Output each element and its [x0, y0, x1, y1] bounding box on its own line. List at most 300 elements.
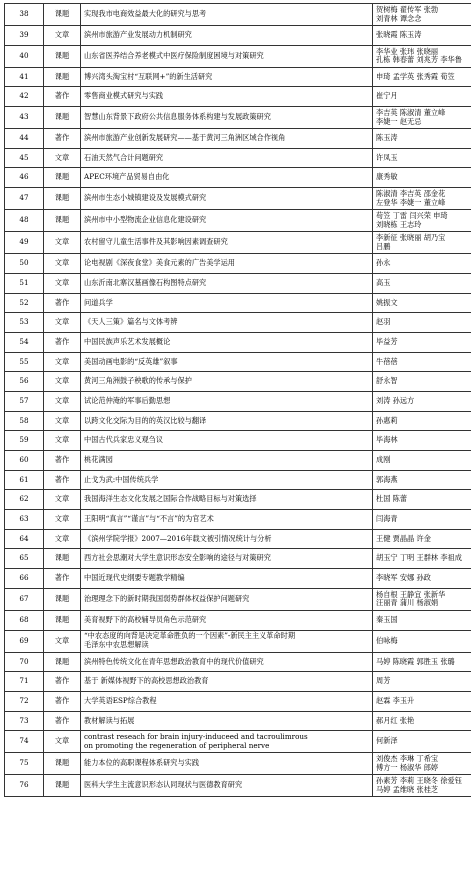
row-authors	[373, 731, 471, 753]
row-type-text: 文章	[54, 258, 70, 268]
table-row	[5, 210, 471, 232]
row-type	[44, 67, 81, 87]
row-authors-text: 何新泽	[376, 736, 398, 746]
row-type-text: 文章	[54, 395, 70, 405]
table-row	[5, 775, 471, 797]
row-type	[44, 775, 81, 797]
row-title-text: 基于 新媒体视野下的高校思想政治教育	[84, 676, 209, 686]
row-title-text: 医科大学生主流意识形态认同现状与医德教育研究	[84, 780, 243, 790]
row-number	[5, 26, 44, 46]
row-title	[81, 588, 373, 610]
row-type	[44, 529, 81, 549]
row-number	[5, 87, 44, 107]
row-authors	[373, 188, 471, 210]
row-number	[5, 313, 44, 333]
row-authors-text: 孙永	[376, 258, 391, 268]
row-number	[5, 148, 44, 168]
row-authors	[373, 129, 471, 149]
row-authors	[373, 254, 471, 274]
row-title-text: 美国动画电影的“反英雄”叙事	[84, 356, 178, 366]
row-authors	[373, 630, 471, 652]
table-row	[5, 510, 471, 530]
row-title	[81, 45, 373, 67]
row-authors-text: 舒永智	[376, 376, 398, 386]
row-type-text: 著作	[54, 133, 70, 143]
row-number-text: 65	[19, 553, 29, 563]
row-type	[44, 391, 81, 411]
row-number	[5, 711, 44, 731]
row-type	[44, 490, 81, 510]
row-title-text: 滨州特色传统文化在青年思想政治教育中的现代价值研究	[84, 656, 264, 666]
row-number-text: 76	[19, 780, 29, 790]
row-type	[44, 711, 81, 731]
row-title-text: 中国民族声乐艺术发展概论	[84, 336, 171, 346]
row-number-text: 38	[19, 9, 29, 19]
row-number	[5, 775, 44, 797]
row-authors	[373, 588, 471, 610]
row-authors	[373, 490, 471, 510]
row-authors-text: 伯咏梅	[376, 635, 398, 645]
row-type-text: 文章	[54, 277, 70, 287]
row-authors	[373, 273, 471, 293]
row-authors	[373, 87, 471, 107]
row-title	[81, 610, 373, 630]
row-type-text: 著作	[54, 695, 70, 705]
row-number-text: 40	[19, 50, 29, 60]
row-authors-text: 杜国 陈蕾	[376, 494, 408, 504]
row-title	[81, 26, 373, 46]
row-authors-text: 傅方一 杨淑华 郎婷	[376, 762, 439, 772]
row-title-text: 问道兵学	[84, 297, 113, 307]
row-authors	[373, 711, 471, 731]
row-type	[44, 691, 81, 711]
row-title-text: 论电视剧《深夜食堂》美食元素的广告美学运用	[84, 258, 235, 268]
table-row	[5, 569, 471, 589]
row-number	[5, 210, 44, 232]
row-title	[81, 372, 373, 392]
row-authors-text: 刘青林 谭念念	[376, 13, 422, 23]
row-authors-text: 李华业 张玮 张晓丽	[376, 46, 439, 56]
row-type	[44, 731, 81, 753]
row-type-text: 课题	[54, 614, 70, 624]
row-title	[81, 451, 373, 471]
row-authors-text: 张晓霞 陈玉涛	[376, 30, 422, 40]
row-type	[44, 470, 81, 490]
row-authors-text: 成刚	[376, 455, 391, 465]
row-type	[44, 148, 81, 168]
row-title	[81, 107, 373, 129]
row-number-text: 41	[19, 71, 29, 81]
row-authors-text: 孔栋 韩春蕾 刘兆芳 李华鲁	[376, 55, 462, 65]
row-title	[81, 129, 373, 149]
row-authors-text: 左登华 李婕一 董立峰	[376, 197, 446, 207]
row-number-text: 46	[19, 172, 29, 182]
row-number	[5, 549, 44, 569]
row-number	[5, 232, 44, 254]
row-authors	[373, 753, 471, 775]
row-number	[5, 352, 44, 372]
table-row	[5, 352, 471, 372]
row-title	[81, 691, 373, 711]
row-authors	[373, 313, 471, 333]
row-number	[5, 188, 44, 210]
table-row	[5, 549, 471, 569]
row-authors	[373, 148, 471, 168]
row-authors	[373, 107, 471, 129]
table-row	[5, 630, 471, 652]
row-number-text: 53	[19, 317, 29, 327]
row-authors-text: 汪丽青 蒲川 杨淑娟	[376, 598, 439, 608]
row-title-text: 实现我市电商效益最大化的研究与思考	[84, 9, 207, 19]
row-title	[81, 87, 373, 107]
row-authors	[373, 293, 471, 313]
table-row	[5, 45, 471, 67]
row-title-text: 以跨文化交际为目的的英汉比较与翻译	[84, 415, 207, 425]
row-title	[81, 510, 373, 530]
row-type	[44, 588, 81, 610]
row-authors-text: 赵羽	[376, 317, 391, 327]
row-type-text: 文章	[54, 317, 70, 327]
row-authors	[373, 332, 471, 352]
row-number-text: 75	[19, 758, 29, 768]
row-number	[5, 391, 44, 411]
row-authors-text: 周芳	[376, 676, 391, 686]
row-number-text: 59	[19, 435, 29, 445]
row-authors	[373, 470, 471, 490]
table-row	[5, 313, 471, 333]
table-row	[5, 490, 471, 510]
row-type-text: 课题	[54, 215, 70, 225]
row-number-text: 45	[19, 152, 29, 162]
row-authors	[373, 232, 471, 254]
row-title-text: 滨州市生态小城镇建设及发展模式研究	[84, 193, 207, 203]
row-authors	[373, 411, 471, 431]
row-title	[81, 753, 373, 775]
row-authors	[373, 391, 471, 411]
table-row	[5, 672, 471, 692]
row-type-text: 文章	[54, 494, 70, 504]
row-title-text: “中农态度的向背是决定革命胜负的一个因素”-新民主主义革命时期	[84, 631, 296, 641]
row-title-text: 山东沂南北寨汉墓画像石构图特点研究	[84, 277, 207, 287]
row-type-text: 课题	[54, 594, 70, 604]
row-type-text: 文章	[54, 152, 70, 162]
row-authors-text: 许凤玉	[376, 152, 398, 162]
table-row	[5, 26, 471, 46]
row-number-text: 43	[19, 112, 29, 122]
row-title-text: APEC环境产品贸易自由化	[84, 172, 170, 182]
row-number	[5, 529, 44, 549]
row-number-text: 70	[19, 656, 29, 666]
achievement-table	[4, 3, 471, 797]
row-number-text: 56	[19, 376, 29, 386]
row-number-text: 63	[19, 514, 29, 524]
row-title-text: 治理理念下的新时期我国弱势群体权益保护问题研究	[84, 594, 250, 604]
row-type-text: 课题	[54, 656, 70, 666]
row-authors-text: 马婷 陈晓霞 郭胜玉 张璐	[376, 656, 455, 666]
table-row	[5, 372, 471, 392]
row-type-text: 文章	[54, 30, 70, 40]
row-title-text: 《滨州学院学报》2007—2016年载文被引情况统计与分析	[84, 533, 272, 543]
table-row	[5, 168, 471, 188]
row-type	[44, 129, 81, 149]
table-row	[5, 129, 471, 149]
row-title	[81, 273, 373, 293]
table-row	[5, 529, 471, 549]
row-number-text: 58	[19, 415, 29, 425]
row-number	[5, 610, 44, 630]
row-authors-text: 刘晓栋 王志玲	[376, 219, 422, 229]
row-number	[5, 652, 44, 672]
row-title	[81, 188, 373, 210]
row-type-text: 文章	[54, 635, 70, 645]
row-type	[44, 107, 81, 129]
row-title	[81, 148, 373, 168]
row-type	[44, 510, 81, 530]
row-number-text: 39	[19, 30, 29, 40]
row-title	[81, 232, 373, 254]
table-row	[5, 691, 471, 711]
row-title-text: 试论范仲淹的军事后勤思想	[84, 395, 171, 405]
row-authors-text: 崔宁月	[376, 91, 398, 101]
row-authors-text: 贺树梅 翟传军 张勃	[376, 4, 439, 14]
row-number-text: 48	[19, 215, 29, 225]
row-type-text: 课题	[54, 780, 70, 790]
row-type-text: 文章	[54, 356, 70, 366]
table-row	[5, 67, 471, 87]
row-type-text: 著作	[54, 455, 70, 465]
row-number	[5, 293, 44, 313]
row-type	[44, 652, 81, 672]
table-body	[5, 4, 471, 797]
row-number	[5, 588, 44, 610]
row-title-text: 我国海洋生态文化发展之国际合作战略目标与对策选择	[84, 494, 257, 504]
row-number	[5, 273, 44, 293]
row-authors-text: 申琦 孟学英 张秀霞 荀笠	[376, 71, 455, 81]
row-number-text: 55	[19, 356, 29, 366]
row-number-text: 64	[19, 533, 29, 543]
row-title-text: 王阳明“真言”“谨言”与“不言”的为官艺术	[84, 514, 214, 524]
row-number-text: 50	[19, 258, 29, 268]
table-row	[5, 411, 471, 431]
row-type	[44, 753, 81, 775]
row-number-text: 44	[19, 133, 29, 143]
row-title-text: 美育视野下的高校辅导员角色示范研究	[84, 614, 207, 624]
table-row	[5, 711, 471, 731]
row-authors	[373, 610, 471, 630]
table-row	[5, 332, 471, 352]
row-type	[44, 431, 81, 451]
row-authors	[373, 45, 471, 67]
row-type-text: 著作	[54, 336, 70, 346]
row-title-text: 博兴湾头淘宝村“互联网+”的新生活研究	[84, 71, 213, 81]
row-type	[44, 411, 81, 431]
table-row	[5, 391, 471, 411]
row-title	[81, 293, 373, 313]
row-type-text: 课题	[54, 553, 70, 563]
row-title	[81, 332, 373, 352]
row-number-text: 57	[19, 395, 29, 405]
row-number	[5, 45, 44, 67]
row-number-text: 62	[19, 494, 29, 504]
row-title-text: 中国近现代史纲要专题教学精编	[84, 573, 185, 583]
table-row	[5, 4, 471, 26]
row-title	[81, 210, 373, 232]
row-title	[81, 313, 373, 333]
row-title-text: 《天人三策》篇名与文体考辨	[84, 317, 178, 327]
row-number	[5, 107, 44, 129]
row-type	[44, 26, 81, 46]
table-row	[5, 470, 471, 490]
row-authors-text: 胡玉宁 丁明 王群林 李祖成	[376, 553, 462, 563]
row-authors-text: 李新征 张晓丽 胡乃宝	[376, 233, 446, 243]
row-type-text: 文章	[54, 415, 70, 425]
row-type	[44, 549, 81, 569]
table-row	[5, 254, 471, 274]
row-type	[44, 188, 81, 210]
row-type-text: 文章	[54, 237, 70, 247]
row-number	[5, 4, 44, 26]
row-authors-text: 苟笠 丁雷 闫兴荣 申琦	[376, 211, 448, 221]
row-authors	[373, 549, 471, 569]
row-authors	[373, 672, 471, 692]
row-type-text: 著作	[54, 297, 70, 307]
row-type	[44, 630, 81, 652]
row-title	[81, 569, 373, 589]
row-number-text: 72	[19, 695, 29, 705]
row-type	[44, 451, 81, 471]
row-type	[44, 45, 81, 67]
row-type	[44, 372, 81, 392]
row-authors	[373, 451, 471, 471]
row-number	[5, 168, 44, 188]
row-authors-text: 陈淑清 李吉英 邵金花	[376, 189, 446, 199]
table-row	[5, 232, 471, 254]
row-type-text: 课题	[54, 9, 70, 19]
row-title-text: 能力本位的高职课程体系研究与实践	[84, 758, 200, 768]
row-title	[81, 775, 373, 797]
row-authors-text: 姚振文	[376, 297, 398, 307]
row-authors-text: 郭海燕	[376, 474, 398, 484]
row-title	[81, 549, 373, 569]
row-type-text: 文章	[54, 514, 70, 524]
row-number	[5, 672, 44, 692]
row-authors	[373, 26, 471, 46]
row-type	[44, 273, 81, 293]
table-row	[5, 148, 471, 168]
row-number	[5, 67, 44, 87]
row-type	[44, 210, 81, 232]
row-number	[5, 332, 44, 352]
row-type	[44, 352, 81, 372]
row-title	[81, 67, 373, 87]
row-title-text: 教材解读与拓展	[84, 715, 135, 725]
row-number-text: 51	[19, 277, 29, 287]
row-authors	[373, 67, 471, 87]
table-row	[5, 293, 471, 313]
row-number	[5, 254, 44, 274]
row-type-text: 课题	[54, 758, 70, 768]
row-number-text: 68	[19, 614, 29, 624]
row-type-text: 课题	[54, 71, 70, 81]
table-row	[5, 273, 471, 293]
row-type	[44, 87, 81, 107]
row-authors-text: 李吉英 陈淑清 董立峰	[376, 107, 446, 117]
row-number	[5, 431, 44, 451]
row-authors-text: 李婕一 赵无忌	[376, 116, 422, 126]
row-title-text: on promoting the regeneration of peripheral nerve	[84, 740, 270, 750]
row-authors	[373, 210, 471, 232]
row-title-text: 黄河三角洲鼓子秧歌的传承与保护	[84, 376, 192, 386]
row-number-text: 69	[19, 635, 29, 645]
row-authors	[373, 652, 471, 672]
row-title-text: 止戈为武:中国传统兵学	[84, 474, 159, 484]
table-row	[5, 107, 471, 129]
row-authors-text: 秦玉国	[376, 614, 398, 624]
row-number-text: 52	[19, 297, 29, 307]
row-title-text: 大学英语ESP综合教程	[84, 695, 157, 705]
row-type-text: 课题	[54, 50, 70, 60]
row-authors	[373, 4, 471, 26]
row-number	[5, 129, 44, 149]
row-number-text: 42	[19, 91, 29, 101]
row-authors	[373, 352, 471, 372]
row-title	[81, 672, 373, 692]
row-authors-text: 郝月红 张艳	[376, 715, 415, 725]
row-authors	[373, 775, 471, 797]
row-authors	[373, 431, 471, 451]
row-type-text: 著作	[54, 715, 70, 725]
row-authors	[373, 168, 471, 188]
row-title-text: 石油天然气合计问题研究	[84, 152, 164, 162]
row-type-text: 著作	[54, 573, 70, 583]
row-title-text: 农村留守儿童生活事件及其影响因素调查研究	[84, 237, 228, 247]
row-type	[44, 313, 81, 333]
row-number-text: 54	[19, 336, 29, 346]
row-title	[81, 470, 373, 490]
row-number-text: 61	[19, 474, 29, 484]
row-authors-text: 赵霖 李玉升	[376, 695, 415, 705]
row-authors-text: 刘涛 孙远方	[376, 395, 415, 405]
row-title-text: 西方社会思潮对大学生意识形态安全影响的途径与对策研究	[84, 553, 271, 563]
row-type-text: 著作	[54, 91, 70, 101]
row-type	[44, 610, 81, 630]
row-authors-text: 刘俊杰 李琳 丁希宝	[376, 754, 439, 764]
row-authors-text: 毕益芳	[376, 336, 398, 346]
row-authors-text: 孙惠莉	[376, 415, 398, 425]
table-row	[5, 451, 471, 471]
row-authors-text: 陈玉涛	[376, 133, 398, 143]
row-authors	[373, 510, 471, 530]
table-row	[5, 610, 471, 630]
row-authors-text: 杨自根 王静宜 张新华	[376, 589, 446, 599]
row-title	[81, 490, 373, 510]
row-type	[44, 168, 81, 188]
row-authors-text: 高玉	[376, 277, 391, 287]
row-title	[81, 411, 373, 431]
row-number	[5, 569, 44, 589]
row-title	[81, 630, 373, 652]
row-number	[5, 490, 44, 510]
row-type-text: 著作	[54, 474, 70, 484]
row-number	[5, 630, 44, 652]
row-type	[44, 569, 81, 589]
row-number	[5, 372, 44, 392]
row-authors	[373, 372, 471, 392]
row-type-text: 著作	[54, 676, 70, 686]
row-title-text: contrast reseach for brain injury-induceed and tacroulimrous	[84, 732, 308, 742]
row-authors-text: 吕鹏	[376, 241, 391, 251]
row-title	[81, 168, 373, 188]
